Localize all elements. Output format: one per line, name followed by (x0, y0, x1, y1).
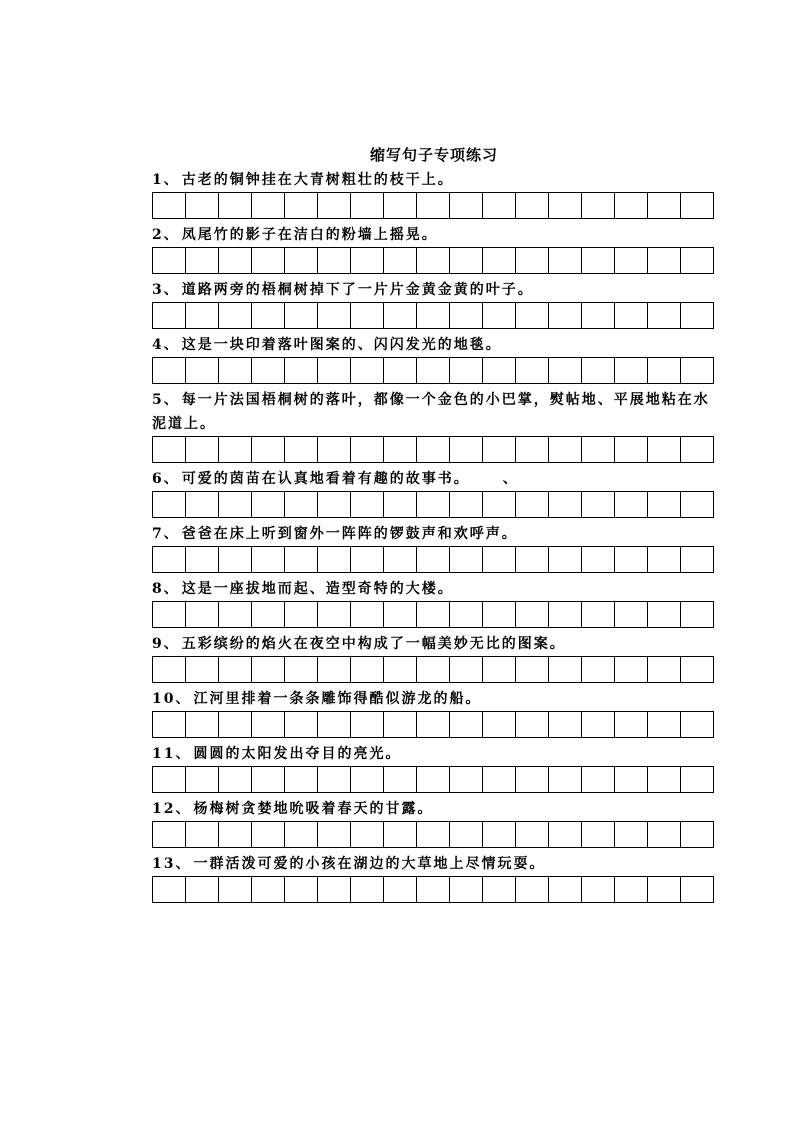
exercise-sentence: 五彩缤纷的焰火在夜空中构成了一幅美妙无比的图案。 (181, 636, 566, 652)
answer-cell[interactable] (186, 602, 219, 627)
exercise-sentence: 每一片法国梧桐树的落叶，都像一个金色的小巴掌，熨帖地、平展地粘在水泥道上。 (152, 392, 710, 432)
answer-cell[interactable] (483, 822, 516, 847)
exercise-sentence: 一群活泼可爱的小孩在湖边的大草地上尽情玩耍。 (193, 856, 546, 872)
answer-cell[interactable] (252, 767, 285, 792)
answer-cell[interactable] (186, 303, 219, 328)
answer-cell[interactable] (417, 193, 450, 218)
answer-cell[interactable] (153, 822, 186, 847)
answer-cell[interactable] (615, 358, 648, 383)
answer-cell[interactable] (285, 193, 318, 218)
answer-cell[interactable] (582, 437, 615, 462)
exercise-prompt (152, 632, 715, 656)
answer-cell[interactable] (351, 303, 384, 328)
answer-grid (152, 601, 714, 628)
answer-cell[interactable] (582, 877, 615, 902)
answer-cell[interactable] (450, 547, 483, 572)
answer-cell[interactable] (351, 437, 384, 462)
answer-cell[interactable] (483, 877, 516, 902)
stray-mark: 、 (502, 471, 519, 487)
answer-cell[interactable] (615, 602, 648, 627)
exercise-number: 3、 (152, 282, 180, 298)
answer-cell[interactable] (219, 602, 252, 627)
answer-cell[interactable] (483, 437, 516, 462)
answer-cell[interactable] (153, 657, 186, 682)
answer-cell[interactable] (648, 358, 681, 383)
answer-cell[interactable] (417, 248, 450, 273)
answer-cell[interactable] (615, 303, 648, 328)
answer-cell[interactable] (252, 822, 285, 847)
answer-cell[interactable] (186, 358, 219, 383)
answer-cell[interactable] (351, 712, 384, 737)
exercise-prompt (152, 797, 715, 821)
answer-cell[interactable] (483, 492, 516, 517)
answer-cell[interactable] (549, 657, 582, 682)
exercise-prompt (152, 388, 715, 436)
exercise-number: 9、 (152, 636, 180, 652)
answer-cell[interactable] (186, 712, 219, 737)
answer-cell[interactable] (417, 657, 450, 682)
answer-cell[interactable] (186, 547, 219, 572)
exercise-sentence: 可爱的茵苗在认真地看着有趣的故事书。 (181, 471, 463, 487)
answer-cell[interactable] (351, 248, 384, 273)
answer-cell[interactable] (219, 822, 252, 847)
answer-cell[interactable] (483, 767, 516, 792)
exercise-sentence: 道路两旁的梧桐树掉下了一片片金黄金黄的叶子。 (181, 282, 534, 298)
answer-cell[interactable] (384, 602, 417, 627)
exercise-prompt (152, 467, 715, 491)
answer-cell[interactable] (252, 358, 285, 383)
answer-cell[interactable] (681, 248, 713, 273)
answer-cell[interactable] (615, 712, 648, 737)
exercise-prompt (152, 333, 715, 357)
exercise-item (152, 333, 715, 384)
answer-cell[interactable] (417, 767, 450, 792)
exercise-sentence: 杨梅树贪婪地吮吸着春天的甘露。 (193, 801, 434, 817)
answer-cell[interactable] (285, 248, 318, 273)
answer-cell[interactable] (681, 822, 713, 847)
answer-cell[interactable] (450, 437, 483, 462)
exercise-prompt (152, 852, 715, 876)
answer-cell[interactable] (681, 358, 713, 383)
answer-grid (152, 357, 714, 384)
answer-cell[interactable] (681, 712, 713, 737)
exercise-number: 2、 (152, 227, 180, 243)
answer-cell[interactable] (582, 657, 615, 682)
answer-cell[interactable] (186, 877, 219, 902)
answer-grid (152, 711, 714, 738)
exercise-number: 7、 (152, 526, 180, 542)
answer-cell[interactable] (417, 712, 450, 737)
answer-grid (152, 436, 714, 463)
answer-cell[interactable] (219, 547, 252, 572)
answer-cell[interactable] (351, 193, 384, 218)
answer-cell[interactable] (318, 492, 351, 517)
answer-grid (152, 491, 714, 518)
exercise-number: 1、 (152, 172, 180, 188)
answer-cell[interactable] (681, 657, 713, 682)
answer-cell[interactable] (549, 712, 582, 737)
exercise-number: 10、 (152, 691, 192, 707)
exercise-sentence: 古老的铜钟挂在大青树粗壮的枝干上。 (181, 172, 454, 188)
answer-cell[interactable] (285, 767, 318, 792)
exercise-sentence: 圆圆的太阳发出夺目的亮光。 (193, 746, 402, 762)
answer-cell[interactable] (516, 358, 549, 383)
exercise-number: 6、 (152, 471, 180, 487)
answer-cell[interactable] (516, 248, 549, 273)
answer-cell[interactable] (318, 767, 351, 792)
answer-cell[interactable] (516, 437, 549, 462)
answer-cell[interactable] (153, 877, 186, 902)
answer-cell[interactable] (153, 303, 186, 328)
answer-cell[interactable] (318, 193, 351, 218)
answer-cell[interactable] (285, 437, 318, 462)
answer-cell[interactable] (516, 877, 549, 902)
answer-cell[interactable] (681, 767, 713, 792)
exercise-item (152, 223, 715, 274)
answer-cell[interactable] (153, 712, 186, 737)
answer-cell[interactable] (219, 767, 252, 792)
answer-cell[interactable] (252, 657, 285, 682)
answer-cell[interactable] (516, 822, 549, 847)
answer-cell[interactable] (153, 492, 186, 517)
answer-cell[interactable] (384, 822, 417, 847)
answer-cell[interactable] (681, 547, 713, 572)
answer-cell[interactable] (417, 358, 450, 383)
answer-cell[interactable] (648, 248, 681, 273)
answer-cell[interactable] (615, 437, 648, 462)
exercise-item (152, 388, 715, 463)
answer-cell[interactable] (615, 877, 648, 902)
answer-cell[interactable] (516, 193, 549, 218)
exercise-prompt (152, 223, 715, 247)
exercise-item (152, 687, 715, 738)
answer-cell[interactable] (450, 248, 483, 273)
answer-cell[interactable] (417, 303, 450, 328)
answer-cell[interactable] (384, 437, 417, 462)
exercise-item (152, 278, 715, 329)
answer-cell[interactable] (681, 437, 713, 462)
answer-cell[interactable] (648, 822, 681, 847)
answer-cell[interactable] (219, 712, 252, 737)
exercise-prompt (152, 577, 715, 601)
answer-cell[interactable] (483, 193, 516, 218)
answer-cell[interactable] (549, 547, 582, 572)
answer-cell[interactable] (681, 877, 713, 902)
answer-cell[interactable] (318, 547, 351, 572)
answer-cell[interactable] (450, 767, 483, 792)
answer-cell[interactable] (153, 437, 186, 462)
exercise-item (152, 797, 715, 848)
answer-cell[interactable] (318, 657, 351, 682)
exercise-prompt (152, 522, 715, 546)
answer-cell[interactable] (582, 492, 615, 517)
answer-cell[interactable] (648, 492, 681, 517)
answer-cell[interactable] (219, 358, 252, 383)
answer-cell[interactable] (186, 193, 219, 218)
answer-cell[interactable] (153, 248, 186, 273)
answer-cell[interactable] (648, 767, 681, 792)
exercise-item (152, 632, 715, 683)
exercise-item (152, 577, 715, 628)
answer-cell[interactable] (549, 822, 582, 847)
answer-cell[interactable] (417, 437, 450, 462)
answer-grid (152, 876, 714, 903)
exercise-item (152, 467, 715, 518)
exercise-number: 13、 (152, 856, 192, 872)
answer-cell[interactable] (351, 492, 384, 517)
answer-cell[interactable] (582, 358, 615, 383)
answer-grid (152, 302, 714, 329)
answer-cell[interactable] (648, 877, 681, 902)
answer-cell[interactable] (318, 303, 351, 328)
answer-cell[interactable] (384, 712, 417, 737)
answer-cell[interactable] (384, 492, 417, 517)
answer-cell[interactable] (681, 492, 713, 517)
answer-cell[interactable] (285, 492, 318, 517)
answer-cell[interactable] (318, 712, 351, 737)
answer-cell[interactable] (285, 657, 318, 682)
answer-cell[interactable] (219, 193, 252, 218)
answer-cell[interactable] (516, 303, 549, 328)
answer-cell[interactable] (186, 248, 219, 273)
answer-cell[interactable] (483, 248, 516, 273)
answer-grid (152, 546, 714, 573)
answer-cell[interactable] (450, 492, 483, 517)
exercise-prompt (152, 687, 715, 711)
answer-cell[interactable] (648, 712, 681, 737)
answer-cell[interactable] (384, 547, 417, 572)
answer-cell[interactable] (516, 602, 549, 627)
answer-cell[interactable] (351, 877, 384, 902)
answer-cell[interactable] (252, 248, 285, 273)
exercise-sentence: 凤尾竹的影子在洁白的粉墙上摇晃。 (181, 227, 438, 243)
exercise-item (152, 522, 715, 573)
exercise-sentence: 爸爸在床上听到窗外一阵阵的锣鼓声和欢呼声。 (181, 526, 518, 542)
answer-cell[interactable] (384, 358, 417, 383)
answer-cell[interactable] (450, 712, 483, 737)
answer-cell[interactable] (681, 303, 713, 328)
answer-cell[interactable] (219, 248, 252, 273)
answer-cell[interactable] (285, 547, 318, 572)
answer-cell[interactable] (384, 303, 417, 328)
exercise-prompt (152, 278, 715, 302)
answer-cell[interactable] (285, 602, 318, 627)
answer-cell[interactable] (582, 602, 615, 627)
answer-cell[interactable] (615, 492, 648, 517)
answer-cell[interactable] (681, 602, 713, 627)
answer-cell[interactable] (186, 822, 219, 847)
answer-grid (152, 821, 714, 848)
page-title: 缩写句子专项练习 (369, 146, 498, 164)
answer-cell[interactable] (318, 877, 351, 902)
answer-cell[interactable] (318, 437, 351, 462)
answer-cell[interactable] (351, 657, 384, 682)
answer-cell[interactable] (516, 767, 549, 792)
answer-cell[interactable] (549, 248, 582, 273)
answer-grid (152, 766, 714, 793)
answer-cell[interactable] (549, 877, 582, 902)
exercise-item (152, 742, 715, 793)
answer-cell[interactable] (450, 602, 483, 627)
answer-cell[interactable] (186, 657, 219, 682)
answer-cell[interactable] (252, 437, 285, 462)
answer-cell[interactable] (351, 767, 384, 792)
answer-cell[interactable] (549, 193, 582, 218)
answer-cell[interactable] (582, 303, 615, 328)
answer-cell[interactable] (285, 877, 318, 902)
answer-cell[interactable] (417, 602, 450, 627)
answer-cell[interactable] (648, 602, 681, 627)
answer-cell[interactable] (516, 712, 549, 737)
answer-cell[interactable] (351, 358, 384, 383)
answer-cell[interactable] (417, 547, 450, 572)
answer-cell[interactable] (549, 437, 582, 462)
exercise-number: 11、 (152, 746, 192, 762)
answer-cell[interactable] (153, 193, 186, 218)
exercise-sentence: 这是一块印着落叶图案的、闪闪发光的地毯。 (181, 337, 502, 353)
answer-cell[interactable] (615, 657, 648, 682)
answer-cell[interactable] (615, 193, 648, 218)
answer-cell[interactable] (384, 657, 417, 682)
answer-cell[interactable] (615, 822, 648, 847)
answer-cell[interactable] (318, 602, 351, 627)
answer-cell[interactable] (483, 657, 516, 682)
answer-cell[interactable] (285, 822, 318, 847)
answer-cell[interactable] (384, 193, 417, 218)
answer-cell[interactable] (648, 303, 681, 328)
answer-cell[interactable] (681, 193, 713, 218)
answer-cell[interactable] (252, 492, 285, 517)
exercise-sentence: 江河里排着一条条雕饰得酷似游龙的船。 (193, 691, 482, 707)
answer-cell[interactable] (582, 193, 615, 218)
answer-cell[interactable] (549, 492, 582, 517)
answer-cell[interactable] (582, 712, 615, 737)
answer-cell[interactable] (351, 822, 384, 847)
exercise-number: 5、 (152, 392, 180, 408)
exercise-number: 12、 (152, 801, 192, 817)
answer-cell[interactable] (252, 193, 285, 218)
answer-cell[interactable] (384, 877, 417, 902)
answer-cell[interactable] (450, 822, 483, 847)
answer-cell[interactable] (450, 358, 483, 383)
answer-cell[interactable] (153, 767, 186, 792)
answer-cell[interactable] (549, 602, 582, 627)
answer-cell[interactable] (252, 602, 285, 627)
answer-grid (152, 192, 714, 219)
answer-cell[interactable] (219, 437, 252, 462)
answer-cell[interactable] (648, 657, 681, 682)
answer-cell[interactable] (483, 358, 516, 383)
answer-cell[interactable] (285, 358, 318, 383)
answer-cell[interactable] (516, 657, 549, 682)
answer-cell[interactable] (252, 877, 285, 902)
answer-cell[interactable] (417, 492, 450, 517)
answer-cell[interactable] (549, 303, 582, 328)
answer-cell[interactable] (417, 822, 450, 847)
exercise-list (152, 168, 715, 907)
answer-cell[interactable] (417, 877, 450, 902)
answer-cell[interactable] (351, 602, 384, 627)
answer-grid (152, 656, 714, 683)
answer-cell[interactable] (516, 547, 549, 572)
answer-cell[interactable] (549, 767, 582, 792)
answer-cell[interactable] (219, 877, 252, 902)
answer-cell[interactable] (516, 492, 549, 517)
answer-cell[interactable] (549, 358, 582, 383)
answer-cell[interactable] (351, 547, 384, 572)
answer-grid (152, 247, 714, 274)
answer-cell[interactable] (648, 547, 681, 572)
answer-cell[interactable] (219, 492, 252, 517)
answer-cell[interactable] (219, 303, 252, 328)
answer-cell[interactable] (615, 547, 648, 572)
exercise-number: 8、 (152, 581, 180, 597)
answer-cell[interactable] (582, 767, 615, 792)
answer-cell[interactable] (615, 767, 648, 792)
exercise-item (152, 852, 715, 903)
answer-cell[interactable] (384, 248, 417, 273)
answer-cell[interactable] (450, 303, 483, 328)
answer-cell[interactable] (615, 248, 648, 273)
answer-cell[interactable] (483, 602, 516, 627)
answer-cell[interactable] (285, 712, 318, 737)
answer-cell[interactable] (450, 193, 483, 218)
answer-cell[interactable] (318, 822, 351, 847)
answer-cell[interactable] (285, 303, 318, 328)
exercise-item (152, 168, 715, 219)
answer-cell[interactable] (252, 547, 285, 572)
answer-cell[interactable] (450, 877, 483, 902)
answer-cell[interactable] (483, 712, 516, 737)
answer-cell[interactable] (483, 303, 516, 328)
exercise-prompt (152, 168, 715, 192)
answer-cell[interactable] (648, 437, 681, 462)
answer-cell[interactable] (153, 547, 186, 572)
answer-cell[interactable] (318, 248, 351, 273)
answer-cell[interactable] (186, 437, 219, 462)
answer-cell[interactable] (153, 358, 186, 383)
answer-cell[interactable] (384, 767, 417, 792)
answer-cell[interactable] (153, 602, 186, 627)
answer-cell[interactable] (318, 358, 351, 383)
answer-cell[interactable] (252, 712, 285, 737)
answer-cell[interactable] (186, 492, 219, 517)
exercise-prompt (152, 742, 715, 766)
answer-cell[interactable] (252, 303, 285, 328)
answer-cell[interactable] (186, 767, 219, 792)
answer-cell[interactable] (582, 547, 615, 572)
answer-cell[interactable] (582, 822, 615, 847)
exercise-number: 4、 (152, 337, 180, 353)
answer-cell[interactable] (483, 547, 516, 572)
answer-cell[interactable] (450, 657, 483, 682)
answer-cell[interactable] (582, 248, 615, 273)
answer-cell[interactable] (219, 657, 252, 682)
exercise-sentence: 这是一座拔地而起、造型奇特的大楼。 (181, 581, 454, 597)
answer-cell[interactable] (648, 193, 681, 218)
